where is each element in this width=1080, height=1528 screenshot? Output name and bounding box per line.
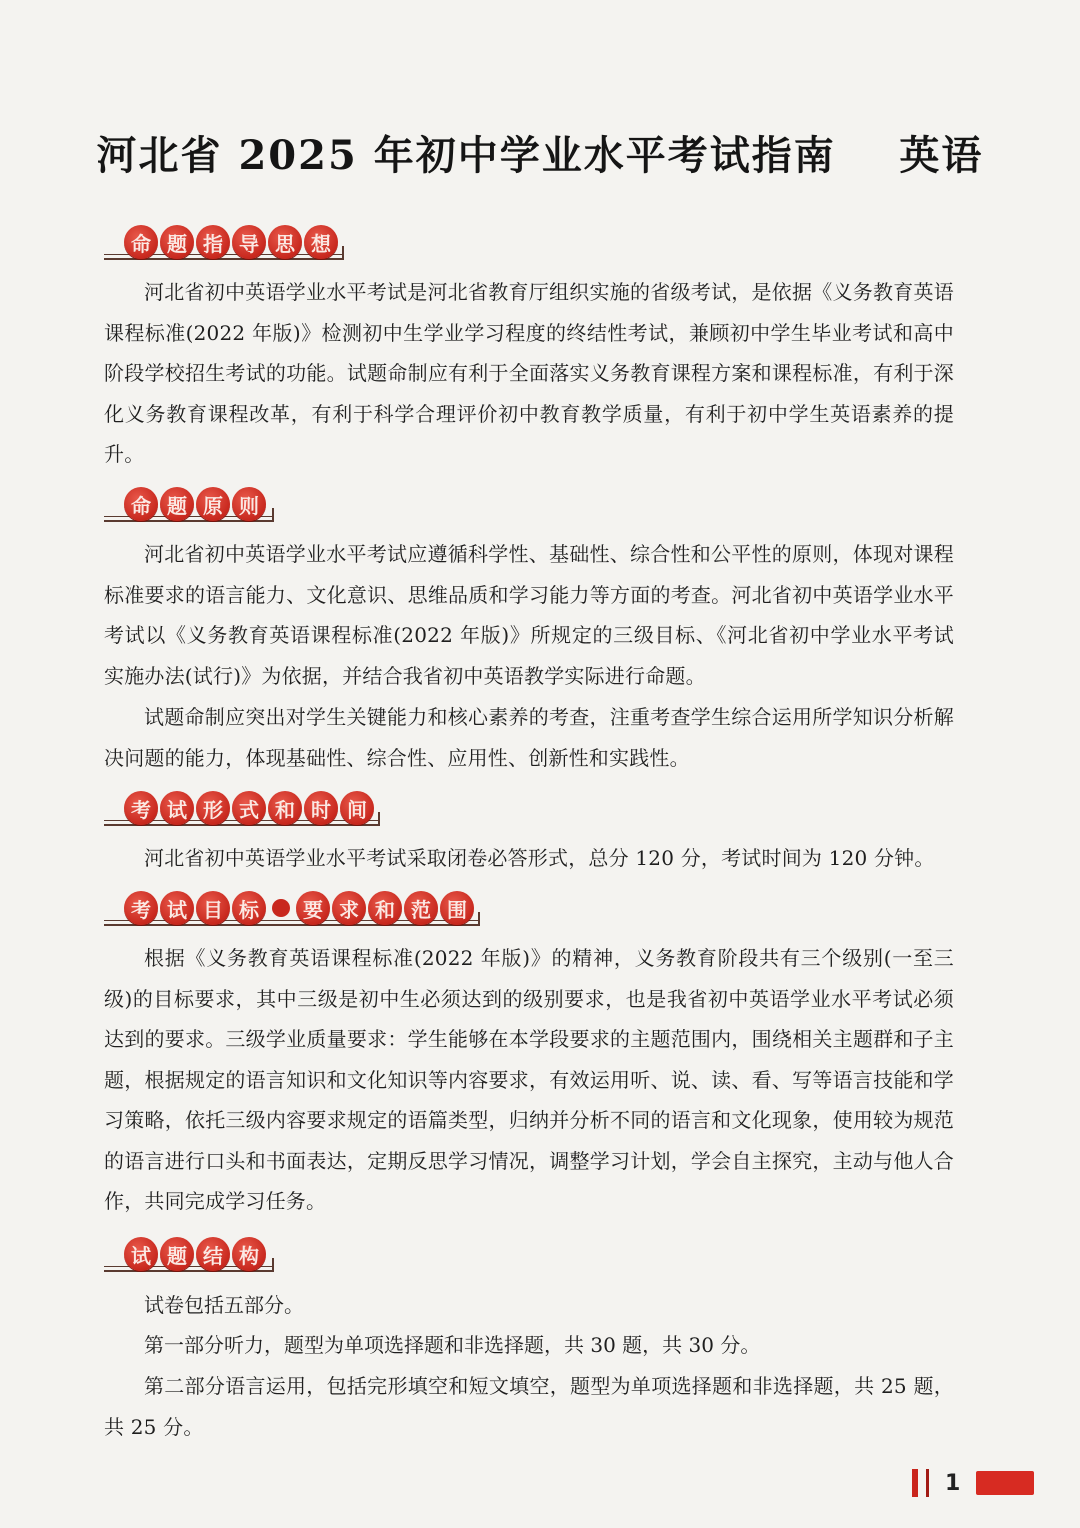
heading-char: 试: [124, 1237, 158, 1271]
decor-block-icon: [976, 1471, 1034, 1495]
heading-char: 求: [332, 891, 366, 925]
heading-char: 和: [268, 791, 302, 825]
heading-char: 构: [232, 1237, 266, 1271]
paragraph: 试题命制应突出对学生关键能力和核心素养的考查，注重考查学生综合运用所学知识分析解决问题的能力，体现基础性、综合性、应用性、创新性和实践性。: [104, 705, 954, 770]
heading-char: 想: [304, 225, 338, 259]
heading-char: 指: [196, 225, 230, 259]
section-heading-test-structure: [104, 1234, 270, 1274]
page-title: 河北省 2025 年初中学业水平考试指南 英语: [96, 132, 984, 179]
heading-char: 考: [124, 791, 158, 825]
heading-char: 考: [124, 891, 158, 925]
heading-char: 目: [196, 891, 230, 925]
section-heading-guiding-ideas: [104, 222, 340, 262]
heading-char: 试: [160, 891, 194, 925]
heading-char: 形: [196, 791, 230, 825]
section-heading-principles: [104, 484, 270, 524]
heading-char: 式: [232, 791, 266, 825]
heading-char: 题: [160, 487, 194, 521]
heading-char: 试: [160, 791, 194, 825]
heading-char: 和: [368, 891, 402, 925]
heading-char: 范: [404, 891, 438, 925]
decor-bar-icon: [926, 1469, 929, 1497]
heading-char: 命: [124, 487, 158, 521]
heading-char: 间: [340, 791, 374, 825]
paragraph: 河北省初中英语学业水平考试是河北省教育厅组织实施的省级考试，是依据《义务教育英语课程标准(2022 年版)》检测初中生学业学习程度的终结性考试，兼顾初中学生毕业考试和高中阶段学校招生考试的功能。试题命制应有利于全面落实义务教育课程方案和课程标准，有利于深化义务教育课程改革，有利于科学合理评价初中教育教学质量，有利于初中学生英语素养的提升。: [104, 280, 954, 466]
separator-dot-icon: [272, 899, 290, 917]
heading-char: 则: [232, 487, 266, 521]
heading-char: 原: [196, 487, 230, 521]
heading-char: 思: [268, 225, 302, 259]
heading-char: 命: [124, 225, 158, 259]
heading-char: 结: [196, 1237, 230, 1271]
paragraph: 河北省初中英语学业水平考试采取闭卷必答形式，总分 120 分，考试时间为 120 分钟。: [144, 846, 935, 870]
section-heading-exam-format: [104, 788, 376, 828]
decor-bar-icon: [912, 1469, 918, 1497]
paragraph: 试卷包括五部分。: [144, 1293, 304, 1317]
heading-char: 要: [296, 891, 330, 925]
paragraph: 第二部分语言运用，包括完形填空和短文填空，题型为单项选择题和非选择题，共 25 题，共 25 分。: [104, 1374, 954, 1439]
heading-char: 题: [160, 225, 194, 259]
heading-char: 标: [232, 891, 266, 925]
section-heading-exam-goals: [104, 888, 476, 928]
page-number: 1: [945, 1470, 961, 1496]
heading-char: 题: [160, 1237, 194, 1271]
paragraph: 根据《义务教育英语课程标准(2022 年版)》的精神，义务教育阶段共有三个级别(一至三级)的目标要求，其中三级是初中生必须达到的级别要求，也是我省初中英语学业水平考试必须达到的要求。三级学业质量要求：学生能够在本学段要求的主题范围内，围绕相关主题群和子主题，根据规定的语言知识和文化知识等内容要求，有效运用听、说、读、看、写等语言技能和学习策略，依托三级内容要求规定的语篇类型，归纳并分析不同的语言和文化现象，使用较为规范的语言进行口头和书面表达，定期反思学习情况，调整学习计划，学会自主探究，主动与他人合作，共同完成学习任务。: [104, 946, 954, 1213]
paragraph: 河北省初中英语学业水平考试应遵循科学性、基础性、综合性和公平性的原则，体现对课程标准要求的语言能力、文化意识、思维品质和学习能力等方面的考查。河北省初中英语学业水平考试以《义务教育英语课程标准(2022 年版)》所规定的三级目标、《河北省初中学业水平考试实施办法(试行)》为依据，并结合我省初中英语教学实际进行命题。: [104, 542, 954, 688]
page-footer: [912, 1466, 1034, 1500]
heading-char: 导: [232, 225, 266, 259]
paragraph: 第一部分听力，题型为单项选择题和非选择题，共 30 题，共 30 分。: [144, 1333, 761, 1357]
heading-char: 围: [440, 891, 474, 925]
heading-char: 时: [304, 791, 338, 825]
